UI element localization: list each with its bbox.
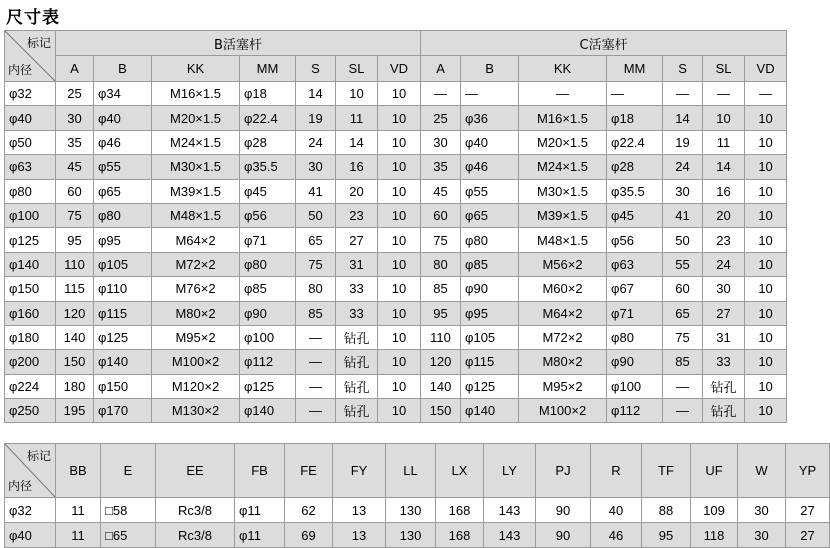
table-cell: 46 [591, 523, 642, 548]
table-cell: 20 [336, 179, 378, 203]
table-cell: 55 [663, 252, 703, 276]
column-header: YP [786, 444, 830, 498]
table-cell: 14 [663, 106, 703, 130]
table-row [5, 498, 830, 523]
table-row [5, 106, 787, 130]
table-cell: M56×2 [519, 252, 607, 276]
table-cell: 35 [421, 155, 461, 179]
table-cell: φ18 [607, 106, 663, 130]
table-cell: 115 [56, 277, 94, 301]
group-header-c-rod: C活塞杆 [421, 31, 787, 56]
table-cell: φ100 [240, 325, 296, 349]
table-cell: 10 [745, 277, 787, 301]
table-cell: — [296, 325, 336, 349]
table-row [5, 130, 787, 154]
table-cell: 80 [296, 277, 336, 301]
table-cell: φ40 [461, 130, 519, 154]
table-cell: φ67 [607, 277, 663, 301]
column-header: B [461, 56, 519, 82]
table-cell: φ90 [461, 277, 519, 301]
table-row [5, 179, 787, 203]
column-header: FB [235, 444, 285, 498]
group-header-b-rod: B活塞杆 [56, 31, 421, 56]
table-cell: 24 [663, 155, 703, 179]
table-cell: 10 [745, 374, 787, 398]
table-cell: 118 [691, 523, 738, 548]
table-cell: φ125 [461, 374, 519, 398]
table-row [5, 301, 787, 325]
table-cell: φ125 [240, 374, 296, 398]
table-cell: φ105 [94, 252, 152, 276]
table-cell: — [663, 374, 703, 398]
table-cell: φ45 [240, 179, 296, 203]
table-cell: 10 [745, 350, 787, 374]
table-cell: φ105 [461, 325, 519, 349]
bore-cell: φ63 [5, 155, 56, 179]
table-cell: 65 [296, 228, 336, 252]
table-cell: M95×2 [152, 325, 240, 349]
table-cell: 50 [663, 228, 703, 252]
dimension-table-mount [4, 443, 830, 548]
table-row [5, 252, 787, 276]
table-cell: φ80 [607, 325, 663, 349]
table-cell: φ90 [240, 301, 296, 325]
table-cell: — [296, 374, 336, 398]
column-header: E [101, 444, 156, 498]
table-cell: M64×2 [519, 301, 607, 325]
table-cell: 23 [703, 228, 745, 252]
table-cell: — [663, 82, 703, 106]
table-cell: — [421, 82, 461, 106]
table-cell: φ46 [94, 130, 152, 154]
table-cell: 143 [484, 523, 536, 548]
table-cell: 88 [642, 498, 691, 523]
table-cell: 130 [386, 498, 436, 523]
table-cell: 31 [703, 325, 745, 349]
corner-header-2 [5, 444, 56, 498]
column-header: A [421, 56, 461, 82]
table-row [5, 374, 787, 398]
table-cell: M30×1.5 [519, 179, 607, 203]
table-cell: 41 [296, 179, 336, 203]
table-cell: M80×2 [519, 350, 607, 374]
table-cell: 10 [745, 301, 787, 325]
table-cell: 24 [703, 252, 745, 276]
table-row [5, 228, 787, 252]
table-cell: 24 [296, 130, 336, 154]
column-header: S [296, 56, 336, 82]
table-cell: 62 [285, 498, 333, 523]
table-cell: φ95 [94, 228, 152, 252]
table-cell: — [745, 82, 787, 106]
table-cell: 10 [703, 106, 745, 130]
column-header: VD [745, 56, 787, 82]
table-cell: φ36 [461, 106, 519, 130]
table-cell: 140 [421, 374, 461, 398]
table-cell: — [296, 399, 336, 423]
table-cell: Rc3/8 [156, 498, 235, 523]
table-cell: 13 [333, 523, 386, 548]
table-cell: 110 [56, 252, 94, 276]
table-cell: φ100 [607, 374, 663, 398]
table-cell: 27 [336, 228, 378, 252]
table-cell: 10 [336, 82, 378, 106]
table-row [5, 155, 787, 179]
table-row [5, 523, 830, 548]
table-cell: 85 [296, 301, 336, 325]
table-cell: 10 [378, 82, 421, 106]
table-cell: 10 [745, 155, 787, 179]
table-row [5, 350, 787, 374]
table-cell: 95 [56, 228, 94, 252]
column-header: S [663, 56, 703, 82]
table-cell: φ35.5 [240, 155, 296, 179]
table-cell: φ150 [94, 374, 152, 398]
table-row [5, 325, 787, 349]
table-cell: 10 [378, 252, 421, 276]
column-header: LL [386, 444, 436, 498]
table-cell: M80×2 [152, 301, 240, 325]
column-header: W [738, 444, 786, 498]
table-cell: M95×2 [519, 374, 607, 398]
dimension-table-rod [4, 30, 787, 423]
table-cell: □65 [101, 523, 156, 548]
table-cell: 钻孔 [703, 399, 745, 423]
table-cell: M20×1.5 [519, 130, 607, 154]
column-header: KK [152, 56, 240, 82]
table-cell: 10 [378, 350, 421, 374]
table-cell: φ85 [461, 252, 519, 276]
page-title: 尺寸表 [6, 8, 60, 28]
table-cell: 10 [745, 106, 787, 130]
bore-cell: φ140 [5, 252, 56, 276]
table-cell: 10 [745, 203, 787, 227]
table-cell: 95 [421, 301, 461, 325]
table-cell: 16 [703, 179, 745, 203]
table-cell: M39×1.5 [519, 203, 607, 227]
table-cell: 19 [296, 106, 336, 130]
table-cell: φ71 [607, 301, 663, 325]
table-cell: 35 [56, 130, 94, 154]
column-header: A [56, 56, 94, 82]
column-header: FE [285, 444, 333, 498]
table-cell: 10 [378, 130, 421, 154]
table-cell: 10 [745, 228, 787, 252]
table-cell: 69 [285, 523, 333, 548]
table-cell: φ28 [607, 155, 663, 179]
table-cell: M20×1.5 [152, 106, 240, 130]
table-cell: φ55 [94, 155, 152, 179]
table-cell: 130 [386, 523, 436, 548]
table-cell: 10 [378, 374, 421, 398]
corner-header [5, 31, 56, 82]
table-cell: φ80 [240, 252, 296, 276]
table-cell: 45 [56, 155, 94, 179]
table-cell: M120×2 [152, 374, 240, 398]
table-cell: M24×1.5 [152, 130, 240, 154]
table-cell: 11 [703, 130, 745, 154]
table-cell: 195 [56, 399, 94, 423]
table-row [5, 203, 787, 227]
table-cell: 30 [663, 179, 703, 203]
bore-cell: φ32 [5, 498, 56, 523]
table-cell: φ85 [240, 277, 296, 301]
table-cell: 60 [56, 179, 94, 203]
table-cell: M60×2 [519, 277, 607, 301]
table-cell: 13 [333, 498, 386, 523]
table-cell: 109 [691, 498, 738, 523]
table-cell: 10 [378, 106, 421, 130]
column-header: PJ [536, 444, 591, 498]
table-cell: 钻孔 [703, 374, 745, 398]
table-cell: M30×1.5 [152, 155, 240, 179]
table-cell: 20 [703, 203, 745, 227]
table-cell: 10 [378, 277, 421, 301]
bore-cell: φ180 [5, 325, 56, 349]
table-cell: 75 [296, 252, 336, 276]
table-cell: 33 [336, 301, 378, 325]
table-cell: M72×2 [152, 252, 240, 276]
table-cell: — [519, 82, 607, 106]
column-header: MM [607, 56, 663, 82]
table-cell: 钻孔 [336, 374, 378, 398]
table-cell: 10 [378, 399, 421, 423]
table-cell: 30 [738, 498, 786, 523]
bore-cell: φ125 [5, 228, 56, 252]
table-cell: 150 [421, 399, 461, 423]
table-cell: Rc3/8 [156, 523, 235, 548]
table-cell: 75 [56, 203, 94, 227]
table-cell: φ170 [94, 399, 152, 423]
column-header: FY [333, 444, 386, 498]
table-cell: M72×2 [519, 325, 607, 349]
bore-cell: φ250 [5, 399, 56, 423]
table-cell: 钻孔 [336, 325, 378, 349]
table-cell: 143 [484, 498, 536, 523]
table-cell: M39×1.5 [152, 179, 240, 203]
corner-label-bore: 内径 [8, 63, 33, 77]
table-cell: φ22.4 [240, 106, 296, 130]
table-cell: φ115 [94, 301, 152, 325]
table-cell: 10 [745, 179, 787, 203]
table-cell: 25 [56, 82, 94, 106]
bore-cell: φ200 [5, 350, 56, 374]
table-cell: φ65 [94, 179, 152, 203]
table-cell: 41 [663, 203, 703, 227]
table-cell: 120 [421, 350, 461, 374]
table-cell: φ34 [94, 82, 152, 106]
table-cell: 90 [536, 523, 591, 548]
table-cell: 钻孔 [336, 399, 378, 423]
table-row [5, 277, 787, 301]
bore-cell: φ100 [5, 203, 56, 227]
table-cell: 10 [378, 179, 421, 203]
table-cell: φ22.4 [607, 130, 663, 154]
table-cell: 19 [663, 130, 703, 154]
table-cell: 65 [663, 301, 703, 325]
table-cell: 16 [336, 155, 378, 179]
bore-cell: φ160 [5, 301, 56, 325]
table-cell: 31 [336, 252, 378, 276]
table-cell: 27 [703, 301, 745, 325]
table-cell: 27 [786, 498, 830, 523]
table-cell: — [296, 350, 336, 374]
column-header: TF [642, 444, 691, 498]
table-cell: φ140 [94, 350, 152, 374]
table-cell: φ80 [461, 228, 519, 252]
table-cell: M100×2 [152, 350, 240, 374]
table-cell: 30 [703, 277, 745, 301]
table-cell: 140 [56, 325, 94, 349]
table-cell: 120 [56, 301, 94, 325]
table-cell: 10 [378, 301, 421, 325]
column-header: MM [240, 56, 296, 82]
table-cell: φ45 [607, 203, 663, 227]
table-cell: 11 [56, 498, 101, 523]
table-cell: 150 [56, 350, 94, 374]
column-header: B [94, 56, 152, 82]
table-cell: φ40 [94, 106, 152, 130]
table-cell: φ71 [240, 228, 296, 252]
bore-cell: φ32 [5, 82, 56, 106]
bore-cell: φ80 [5, 179, 56, 203]
table-cell: 168 [436, 523, 484, 548]
table-cell: φ65 [461, 203, 519, 227]
table-cell: 45 [421, 179, 461, 203]
table-cell: M100×2 [519, 399, 607, 423]
table-cell: 10 [378, 228, 421, 252]
table-row [5, 399, 787, 423]
table-cell: 30 [56, 106, 94, 130]
table-cell: φ115 [461, 350, 519, 374]
table-cell: 23 [336, 203, 378, 227]
table-cell: φ35.5 [607, 179, 663, 203]
table-cell: φ56 [240, 203, 296, 227]
table-cell: — [461, 82, 519, 106]
table-cell: 40 [591, 498, 642, 523]
table-cell: φ28 [240, 130, 296, 154]
column-header: BB [56, 444, 101, 498]
table-cell: 30 [421, 130, 461, 154]
table-cell: φ63 [607, 252, 663, 276]
table-cell: φ95 [461, 301, 519, 325]
table-cell: 10 [745, 252, 787, 276]
table-cell: 14 [336, 130, 378, 154]
table-cell: — [703, 82, 745, 106]
table-cell: 25 [421, 106, 461, 130]
table-cell: M16×1.5 [152, 82, 240, 106]
column-header: EE [156, 444, 235, 498]
table-cell: M64×2 [152, 228, 240, 252]
table-cell: 11 [336, 106, 378, 130]
table-cell: 27 [786, 523, 830, 548]
bore-cell: φ40 [5, 523, 56, 548]
table-cell: 85 [663, 350, 703, 374]
table-cell: φ11 [235, 523, 285, 548]
table-cell: M24×1.5 [519, 155, 607, 179]
table-cell: — [607, 82, 663, 106]
table-cell: φ11 [235, 498, 285, 523]
table-cell: φ90 [607, 350, 663, 374]
table-cell: 110 [421, 325, 461, 349]
table-cell: φ110 [94, 277, 152, 301]
table-cell: 10 [745, 130, 787, 154]
table-cell: φ55 [461, 179, 519, 203]
table-cell: 60 [421, 203, 461, 227]
table-cell: 30 [738, 523, 786, 548]
column-header: SL [703, 56, 745, 82]
table-cell: 钻孔 [336, 350, 378, 374]
table-cell: φ125 [94, 325, 152, 349]
table-cell: 14 [703, 155, 745, 179]
column-header: SL [336, 56, 378, 82]
table-cell: φ80 [94, 203, 152, 227]
corner-label-mark: 标记 [26, 36, 51, 50]
column-header: LY [484, 444, 536, 498]
table-cell: φ140 [461, 399, 519, 423]
table-cell: 80 [421, 252, 461, 276]
table-cell: 14 [296, 82, 336, 106]
table-cell: φ112 [240, 350, 296, 374]
column-header: UF [691, 444, 738, 498]
table-cell: 10 [745, 399, 787, 423]
bore-cell: φ224 [5, 374, 56, 398]
table-cell: 85 [421, 277, 461, 301]
table-cell: □58 [101, 498, 156, 523]
table-cell: 33 [703, 350, 745, 374]
table-cell: 33 [336, 277, 378, 301]
table-cell: 10 [378, 203, 421, 227]
column-header: KK [519, 56, 607, 82]
table-cell: 30 [296, 155, 336, 179]
table-cell: 60 [663, 277, 703, 301]
table-cell: 10 [378, 325, 421, 349]
table-cell: 75 [663, 325, 703, 349]
table-cell: — [663, 399, 703, 423]
table-cell: 75 [421, 228, 461, 252]
table-row [5, 82, 787, 106]
column-header: VD [378, 56, 421, 82]
table-cell: 50 [296, 203, 336, 227]
table-cell: φ112 [607, 399, 663, 423]
table-cell: 180 [56, 374, 94, 398]
table-cell: 10 [378, 155, 421, 179]
column-header: R [591, 444, 642, 498]
table-cell: φ18 [240, 82, 296, 106]
bore-cell: φ150 [5, 277, 56, 301]
table-cell: M16×1.5 [519, 106, 607, 130]
bore-cell: φ50 [5, 130, 56, 154]
table-cell: 95 [642, 523, 691, 548]
table-cell: φ56 [607, 228, 663, 252]
table-cell: M48×1.5 [152, 203, 240, 227]
table-cell: 90 [536, 498, 591, 523]
table-cell: M130×2 [152, 399, 240, 423]
table-cell: 10 [745, 325, 787, 349]
table-cell: φ46 [461, 155, 519, 179]
table-cell: M48×1.5 [519, 228, 607, 252]
column-header: LX [436, 444, 484, 498]
table-cell: 168 [436, 498, 484, 523]
table-cell: M76×2 [152, 277, 240, 301]
table-cell: φ140 [240, 399, 296, 423]
corner-label-bore: 内径 [8, 479, 33, 493]
table-cell: 11 [56, 523, 101, 548]
bore-cell: φ40 [5, 106, 56, 130]
corner-label-mark: 标记 [26, 449, 51, 463]
